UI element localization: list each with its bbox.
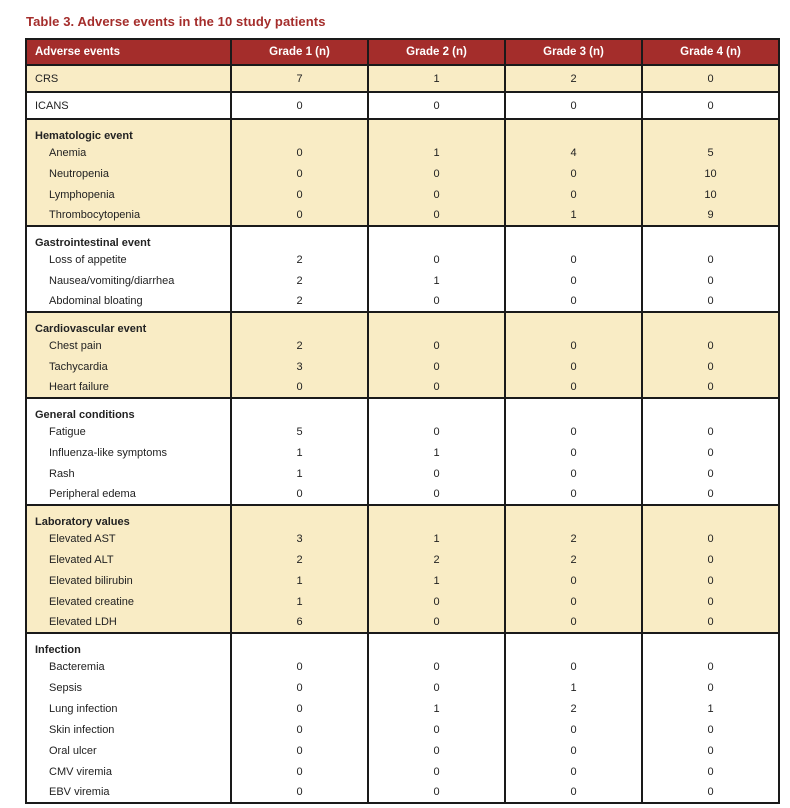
grade-count-cell: 0 — [642, 65, 779, 92]
empty-cell — [642, 312, 779, 335]
table-row — [26, 591, 779, 612]
adverse-event-label: CRS — [26, 65, 231, 92]
table-row — [26, 761, 779, 782]
table-row — [26, 782, 779, 803]
grade-count-cell: 9 — [642, 205, 779, 226]
empty-cell — [368, 312, 505, 335]
adverse-event-label: Thrombocytopenia — [26, 205, 231, 226]
empty-cell — [642, 398, 779, 421]
grade-count-cell: 1 — [368, 698, 505, 719]
grade-count-cell: 0 — [505, 356, 642, 377]
grade-count-cell: 1 — [368, 270, 505, 291]
grade-count-cell: 0 — [368, 484, 505, 505]
grade-count-cell: 0 — [505, 270, 642, 291]
grade-count-cell: 0 — [231, 163, 368, 184]
grade-count-cell: 2 — [231, 549, 368, 570]
adverse-event-label: Elevated bilirubin — [26, 570, 231, 591]
grade-count-cell: 0 — [505, 442, 642, 463]
grade-count-cell: 0 — [505, 719, 642, 740]
grade-count-cell: 0 — [642, 463, 779, 484]
empty-cell — [368, 226, 505, 249]
table-row — [26, 270, 779, 291]
grade-count-cell: 0 — [231, 740, 368, 761]
grade-count-cell: 0 — [231, 656, 368, 677]
table-row — [26, 698, 779, 719]
empty-cell — [642, 633, 779, 656]
grade-count-cell: 0 — [642, 677, 779, 698]
adverse-event-label: CMV viremia — [26, 761, 231, 782]
grade-count-cell: 0 — [368, 782, 505, 803]
grade-count-cell: 0 — [505, 570, 642, 591]
empty-cell — [231, 505, 368, 528]
grade-count-cell: 1 — [368, 65, 505, 92]
empty-cell — [368, 119, 505, 142]
grade-count-cell: 0 — [505, 377, 642, 398]
grade-count-cell: 1 — [505, 205, 642, 226]
grade-count-cell: 0 — [642, 719, 779, 740]
grade-count-cell: 0 — [368, 356, 505, 377]
empty-cell — [231, 633, 368, 656]
section-label: Hematologic event — [26, 119, 231, 142]
grade-count-cell: 5 — [642, 142, 779, 163]
grade-count-cell: 0 — [368, 163, 505, 184]
grade-count-cell: 5 — [231, 421, 368, 442]
grade-count-cell: 1 — [231, 442, 368, 463]
adverse-event-label: Loss of appetite — [26, 249, 231, 270]
adverse-event-label: Lymphopenia — [26, 184, 231, 205]
empty-cell — [642, 119, 779, 142]
adverse-event-label: Bacteremia — [26, 656, 231, 677]
adverse-event-label: Sepsis — [26, 677, 231, 698]
grade-count-cell: 0 — [642, 356, 779, 377]
grade-count-cell: 0 — [505, 92, 642, 119]
grade-count-cell: 0 — [505, 484, 642, 505]
table-row — [26, 421, 779, 442]
section-header-row — [26, 119, 779, 142]
column-header-grade: Grade 4 (n) — [642, 39, 779, 65]
grade-count-cell: 4 — [505, 142, 642, 163]
table-row — [26, 142, 779, 163]
grade-count-cell: 0 — [642, 270, 779, 291]
table-row — [26, 249, 779, 270]
table-row — [26, 484, 779, 505]
section-header-row — [26, 633, 779, 656]
grade-count-cell: 10 — [642, 184, 779, 205]
adverse-event-label: Elevated creatine — [26, 591, 231, 612]
grade-count-cell: 0 — [642, 335, 779, 356]
adverse-event-label: Elevated AST — [26, 528, 231, 549]
grade-count-cell: 0 — [505, 656, 642, 677]
adverse-event-label: Elevated LDH — [26, 612, 231, 633]
table-row — [26, 356, 779, 377]
empty-cell — [505, 505, 642, 528]
grade-count-cell: 3 — [231, 528, 368, 549]
adverse-event-label: Fatigue — [26, 421, 231, 442]
grade-count-cell: 0 — [642, 528, 779, 549]
grade-count-cell: 0 — [642, 442, 779, 463]
column-header-grade: Grade 1 (n) — [231, 39, 368, 65]
empty-cell — [505, 398, 642, 421]
grade-count-cell: 0 — [642, 291, 779, 312]
grade-count-cell: 0 — [368, 612, 505, 633]
adverse-event-label: Neutropenia — [26, 163, 231, 184]
adverse-event-label: Influenza-like symptoms — [26, 442, 231, 463]
table-row — [26, 335, 779, 356]
empty-cell — [231, 312, 368, 335]
grade-count-cell: 0 — [231, 377, 368, 398]
grade-count-cell: 0 — [231, 205, 368, 226]
table-row — [26, 377, 779, 398]
grade-count-cell: 0 — [368, 656, 505, 677]
column-header-grade: Grade 2 (n) — [368, 39, 505, 65]
grade-count-cell: 0 — [642, 484, 779, 505]
grade-count-cell: 0 — [505, 761, 642, 782]
grade-count-cell: 0 — [368, 249, 505, 270]
grade-count-cell: 0 — [368, 421, 505, 442]
adverse-event-label: Tachycardia — [26, 356, 231, 377]
grade-count-cell: 0 — [505, 249, 642, 270]
grade-count-cell: 3 — [231, 356, 368, 377]
grade-count-cell: 0 — [368, 591, 505, 612]
table-row — [26, 719, 779, 740]
grade-count-cell: 0 — [505, 591, 642, 612]
table-row — [26, 291, 779, 312]
empty-cell — [505, 226, 642, 249]
grade-count-cell: 0 — [642, 591, 779, 612]
section-header-row — [26, 505, 779, 528]
page-title: Table 3. Adverse events in the 10 study patients — [26, 14, 326, 29]
grade-count-cell: 0 — [368, 92, 505, 119]
table-header-row — [26, 39, 779, 65]
grade-count-cell: 0 — [642, 377, 779, 398]
grade-count-cell: 1 — [642, 698, 779, 719]
grade-count-cell: 0 — [642, 761, 779, 782]
grade-count-cell: 0 — [642, 249, 779, 270]
grade-count-cell: 1 — [231, 570, 368, 591]
grade-count-cell: 2 — [231, 270, 368, 291]
adverse-event-label: ICANS — [26, 92, 231, 119]
adverse-event-label: Lung infection — [26, 698, 231, 719]
table-body — [26, 65, 779, 803]
grade-count-cell: 1 — [231, 463, 368, 484]
grade-count-cell: 0 — [231, 184, 368, 205]
section-label: General conditions — [26, 398, 231, 421]
grade-count-cell: 0 — [642, 421, 779, 442]
table-row — [26, 92, 779, 119]
grade-count-cell: 0 — [505, 463, 642, 484]
column-header-grade: Grade 3 (n) — [505, 39, 642, 65]
empty-cell — [231, 119, 368, 142]
grade-count-cell: 0 — [231, 484, 368, 505]
adverse-event-label: Peripheral edema — [26, 484, 231, 505]
grade-count-cell: 2 — [368, 549, 505, 570]
grade-count-cell: 1 — [505, 677, 642, 698]
grade-count-cell: 1 — [368, 528, 505, 549]
grade-count-cell: 0 — [505, 184, 642, 205]
grade-count-cell: 0 — [231, 677, 368, 698]
grade-count-cell: 0 — [231, 761, 368, 782]
empty-cell — [368, 505, 505, 528]
empty-cell — [505, 312, 642, 335]
empty-cell — [642, 505, 779, 528]
adverse-event-label: Elevated ALT — [26, 549, 231, 570]
grade-count-cell: 1 — [368, 142, 505, 163]
table-row — [26, 205, 779, 226]
empty-cell — [505, 119, 642, 142]
table-row — [26, 463, 779, 484]
grade-count-cell: 0 — [368, 719, 505, 740]
section-label: Laboratory values — [26, 505, 231, 528]
adverse-event-label: Heart failure — [26, 377, 231, 398]
grade-count-cell: 2 — [505, 65, 642, 92]
table-row — [26, 740, 779, 761]
adverse-event-label: Abdominal bloating — [26, 291, 231, 312]
empty-cell — [231, 226, 368, 249]
grade-count-cell: 0 — [368, 740, 505, 761]
grade-count-cell: 0 — [231, 698, 368, 719]
grade-count-cell: 1 — [368, 442, 505, 463]
grade-count-cell: 0 — [368, 377, 505, 398]
grade-count-cell: 0 — [231, 142, 368, 163]
table-row — [26, 656, 779, 677]
adverse-event-label: Skin infection — [26, 719, 231, 740]
grade-count-cell: 0 — [505, 335, 642, 356]
grade-count-cell: 0 — [505, 421, 642, 442]
grade-count-cell: 0 — [642, 740, 779, 761]
grade-count-cell: 0 — [505, 163, 642, 184]
table-row — [26, 163, 779, 184]
grade-count-cell: 2 — [505, 528, 642, 549]
adverse-event-label: Anemia — [26, 142, 231, 163]
table-row — [26, 549, 779, 570]
grade-count-cell: 0 — [368, 184, 505, 205]
grade-count-cell: 0 — [368, 761, 505, 782]
section-label: Cardiovascular event — [26, 312, 231, 335]
grade-count-cell: 0 — [505, 612, 642, 633]
grade-count-cell: 2 — [231, 335, 368, 356]
table-row — [26, 528, 779, 549]
grade-count-cell: 0 — [368, 205, 505, 226]
column-header-adverse-events: Adverse events — [26, 39, 231, 65]
grade-count-cell: 0 — [642, 549, 779, 570]
adverse-events-table — [25, 38, 780, 804]
adverse-event-label: Rash — [26, 463, 231, 484]
grade-count-cell: 2 — [231, 291, 368, 312]
grade-count-cell: 2 — [505, 698, 642, 719]
table-row — [26, 677, 779, 698]
adverse-event-label: Chest pain — [26, 335, 231, 356]
grade-count-cell: 1 — [368, 570, 505, 591]
section-label: Gastrointestinal event — [26, 226, 231, 249]
grade-count-cell: 0 — [368, 335, 505, 356]
table-row — [26, 184, 779, 205]
grade-count-cell: 0 — [505, 782, 642, 803]
grade-count-cell: 1 — [231, 591, 368, 612]
section-header-row — [26, 312, 779, 335]
adverse-event-label: EBV viremia — [26, 782, 231, 803]
empty-cell — [231, 398, 368, 421]
grade-count-cell: 0 — [642, 570, 779, 591]
grade-count-cell: 0 — [231, 782, 368, 803]
empty-cell — [368, 633, 505, 656]
grade-count-cell: 0 — [368, 463, 505, 484]
table-row — [26, 612, 779, 633]
empty-cell — [505, 633, 642, 656]
section-header-row — [26, 226, 779, 249]
section-label: Infection — [26, 633, 231, 656]
grade-count-cell: 6 — [231, 612, 368, 633]
empty-cell — [642, 226, 779, 249]
adverse-event-label: Nausea/vomiting/diarrhea — [26, 270, 231, 291]
grade-count-cell: 10 — [642, 163, 779, 184]
grade-count-cell: 0 — [642, 612, 779, 633]
table-row — [26, 570, 779, 591]
grade-count-cell: 0 — [505, 740, 642, 761]
grade-count-cell: 0 — [368, 291, 505, 312]
table-row — [26, 442, 779, 463]
empty-cell — [368, 398, 505, 421]
grade-count-cell: 0 — [231, 719, 368, 740]
adverse-event-label: Oral ulcer — [26, 740, 231, 761]
grade-count-cell: 7 — [231, 65, 368, 92]
grade-count-cell: 0 — [642, 782, 779, 803]
section-header-row — [26, 398, 779, 421]
grade-count-cell: 0 — [642, 656, 779, 677]
grade-count-cell: 2 — [505, 549, 642, 570]
grade-count-cell: 2 — [231, 249, 368, 270]
grade-count-cell: 0 — [231, 92, 368, 119]
table-row — [26, 65, 779, 92]
grade-count-cell: 0 — [368, 677, 505, 698]
grade-count-cell: 0 — [505, 291, 642, 312]
grade-count-cell: 0 — [642, 92, 779, 119]
